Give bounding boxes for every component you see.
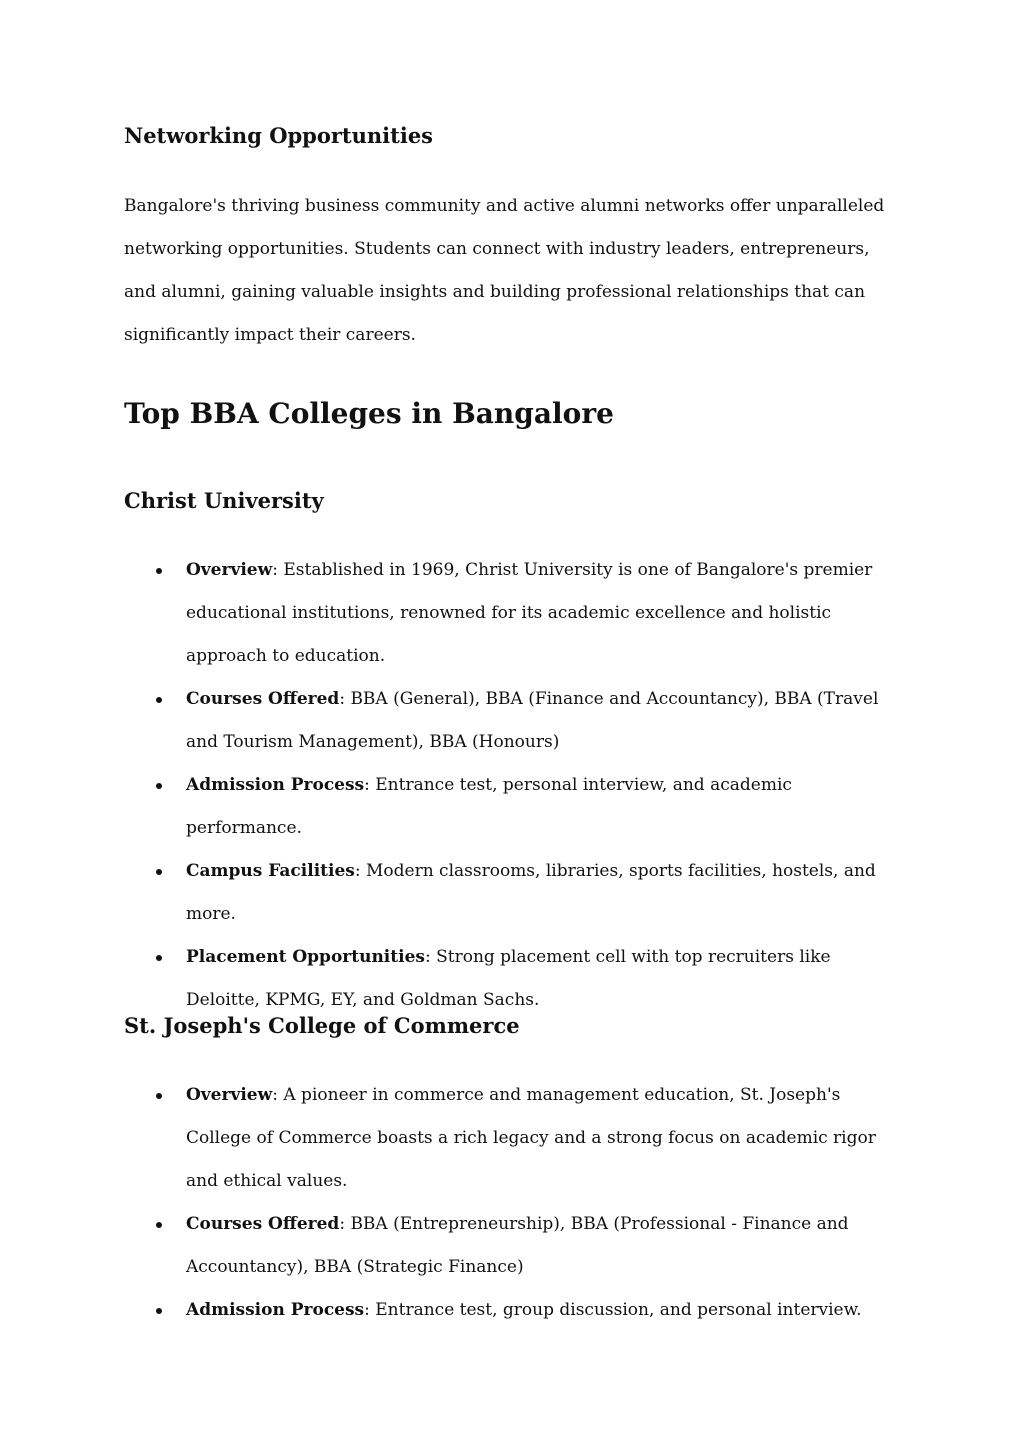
item-text: : Entrance test, personal interview, and academic performance. [186, 775, 792, 838]
list-item [124, 1289, 904, 1332]
list-item [124, 936, 904, 1022]
item-text: : Entrance test, group discussion, and personal interview. [364, 1300, 862, 1320]
item-label: Courses Offered [186, 1214, 340, 1234]
networking-heading: Networking Opportunities [124, 123, 434, 148]
item-text: : Strong placement cell with top recruiters like Deloitte, KPMG, EY, and Goldman Sachs. [186, 947, 831, 1010]
item-label: Placement Opportunities [186, 947, 425, 967]
st-josephs-list [124, 1074, 904, 1332]
list-item [124, 1203, 904, 1289]
list-item [124, 549, 904, 678]
christ-university-list [124, 549, 904, 1022]
item-text: : BBA (General), BBA (Finance and Accountancy), BBA (Travel and Tourism Management), BBA (Honours) [186, 689, 879, 752]
networking-paragraph: Bangalore's thriving business community and active alumni networks offer unparalleled networking opportunities. Students can connect with industry leaders, entrepreneurs, and alumni, gaining valuable insights and building professional relationships that can significantly impact their careers. [124, 196, 885, 345]
top-colleges-heading: Top BBA Colleges in Bangalore [124, 397, 614, 430]
list-item [124, 678, 904, 764]
item-label: Admission Process [186, 775, 365, 795]
item-text: : A pioneer in commerce and management education, St. Joseph's College of Commerce boasts a rich legacy and a strong focus on academic rigor and ethical values. [186, 1085, 876, 1191]
item-text: : Modern classrooms, libraries, sports facilities, hostels, and more. [186, 861, 876, 924]
item-text: : Established in 1969, Christ University is one of Bangalore's premier educational institutions, renowned for its academic excellence and holistic approach to education. [186, 560, 873, 666]
item-text: : BBA (Entrepreneurship), BBA (Professional - Finance and Accountancy), BBA (Strategic Finance) [186, 1214, 849, 1277]
item-label: Overview [186, 1085, 273, 1105]
christ-university-heading: Christ University [124, 488, 324, 513]
item-label: Admission Process [186, 1300, 365, 1320]
item-label: Overview [186, 560, 273, 580]
list-item [124, 850, 904, 936]
item-label: Courses Offered [186, 689, 340, 709]
list-item [124, 1074, 904, 1203]
st-josephs-heading: St. Joseph's College of Commerce [124, 1013, 520, 1038]
item-label: Campus Facilities [186, 861, 355, 881]
list-item [124, 764, 904, 850]
